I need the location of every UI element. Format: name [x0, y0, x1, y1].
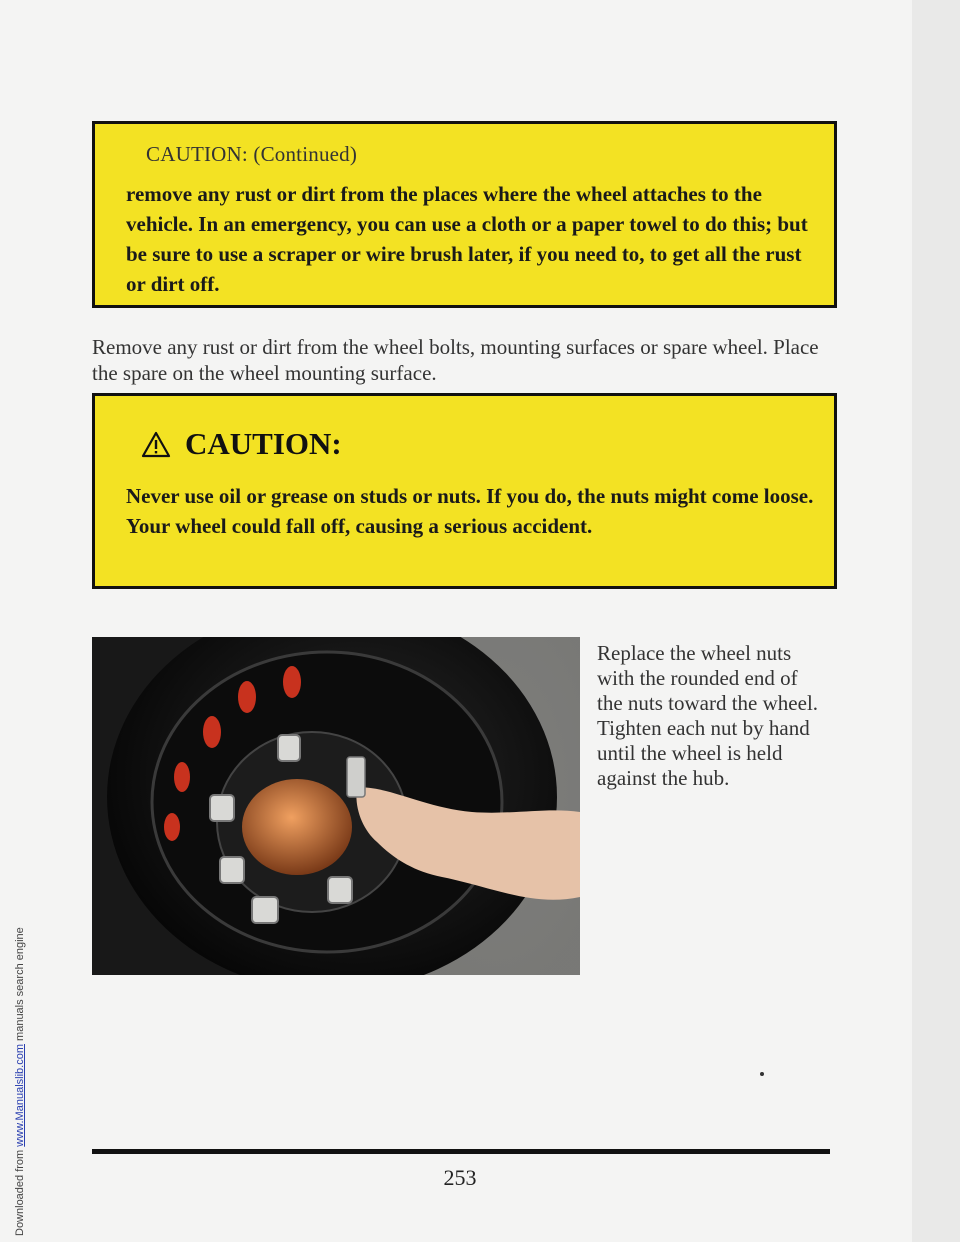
caution-heading-text: CAUTION: [185, 426, 342, 461]
footer-suffix: manuals search engine [14, 927, 26, 1045]
footer-link[interactable]: www.Manualslib.com [14, 1044, 26, 1147]
stray-mark [760, 1072, 764, 1076]
footer-rule [92, 1149, 830, 1154]
caution-continued-box [92, 121, 837, 308]
caution-continued-label: CAUTION: (Continued) [146, 142, 358, 166]
right-margin [912, 0, 960, 1242]
footer-prefix: Downloaded from [14, 1146, 26, 1236]
caution-heading [141, 426, 342, 462]
caution-box [92, 393, 837, 589]
wheel-photo-illustration [92, 637, 580, 975]
wheel-photo [92, 637, 580, 975]
caution-continued-text: remove any rust or dirt from the places where the wheel attaches to the vehicle. In an emergency, you can use a cloth or a paper towel to do this; but be sure to use a scraper or wire brush later, if you need to, to get all the rust or dirt off. [126, 182, 808, 296]
page-number: 253 [443, 1165, 477, 1190]
caution-text: Never use oil or grease on studs or nuts. If you do, the nuts might come loose. Your wheel could fall off, causing a serious accident. [126, 484, 814, 538]
warning-triangle-icon [141, 431, 171, 458]
photo-caption: Replace the wheel nuts with the rounded end of the nuts toward the wheel. Tighten each nut by hand until the wheel is held against the hub. [597, 641, 819, 790]
body-paragraph: Remove any rust or dirt from the wheel bolts, mounting surfaces or spare wheel. Place the spare on the wheel mounting surface. [92, 335, 819, 385]
